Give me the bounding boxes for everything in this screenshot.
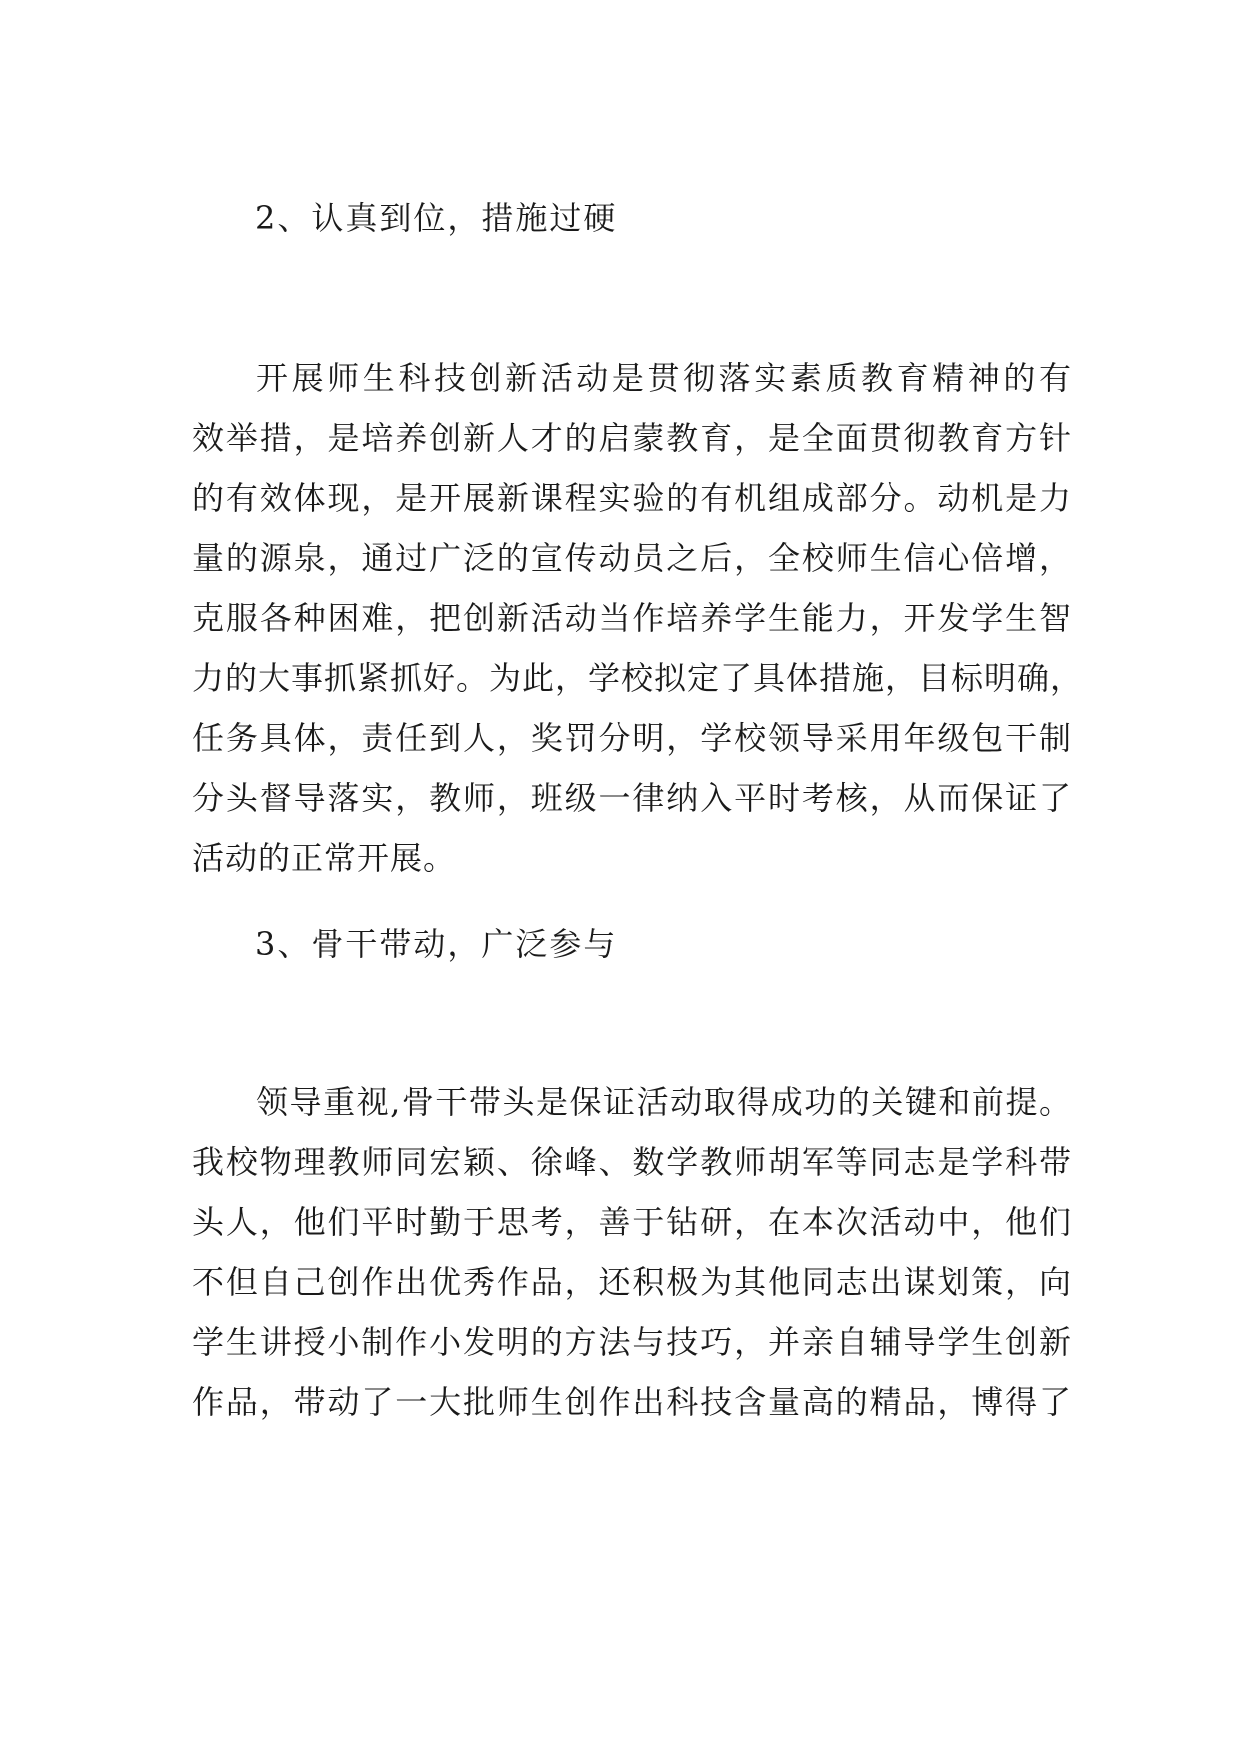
section-paragraph-3 <box>192 1072 1072 1432</box>
paragraph-line: 不但自己创作出优秀作品，还积极为其他同志出谋划策，向 <box>192 1263 1072 1301</box>
paragraph-line: 头人，他们平时勤于思考，善于钻研，在本次活动中，他们 <box>192 1203 1072 1241</box>
paragraph-line: 效举措，是培养创新人才的启蒙教育，是全面贯彻教育方针 <box>192 419 1072 457</box>
paragraph-line: 任务具体，责任到人，奖罚分明，学校领导采用年级包干制 <box>192 719 1072 757</box>
paragraph-line: 活动的正常开展。 <box>192 839 457 877</box>
paragraph-line: 学生讲授小制作小发明的方法与技巧，并亲自辅导学生创新 <box>192 1323 1072 1361</box>
paragraph-line: 力的大事抓紧抓好。为此，学校拟定了具体措施，目标明确， <box>192 659 1084 697</box>
paragraph-line: 分头督导落实，教师，班级一律纳入平时考核，从而保证了 <box>192 779 1072 817</box>
paragraph-line: 克服各种困难，把创新活动当作培养学生能力，开发学生智 <box>192 599 1072 637</box>
paragraph-line: 我校物理教师同宏颖、徐峰、数学教师胡军等同志是学科带 <box>192 1143 1072 1181</box>
section-heading-2: 2、认真到位，措施过硬 <box>255 199 618 237</box>
paragraph-line: 开展师生科技创新活动是贯彻落实素质教育精神的有 <box>256 359 1072 397</box>
paragraph-line: 的有效体现，是开展新课程实验的有机组成部分。动机是力 <box>192 479 1072 517</box>
paragraph-line: 量的源泉，通过广泛的宣传动员之后，全校师生信心倍增， <box>192 539 1072 577</box>
section-heading-3: 3、骨干带动，广泛参与 <box>255 925 618 963</box>
paragraph-line: 作品，带动了一大批师生创作出科技含量高的精品，博得了 <box>192 1383 1072 1421</box>
paragraph-line: 领导重视,骨干带头是保证活动取得成功的关键和前提。 <box>256 1083 1072 1121</box>
section-paragraph-2 <box>192 348 1084 888</box>
